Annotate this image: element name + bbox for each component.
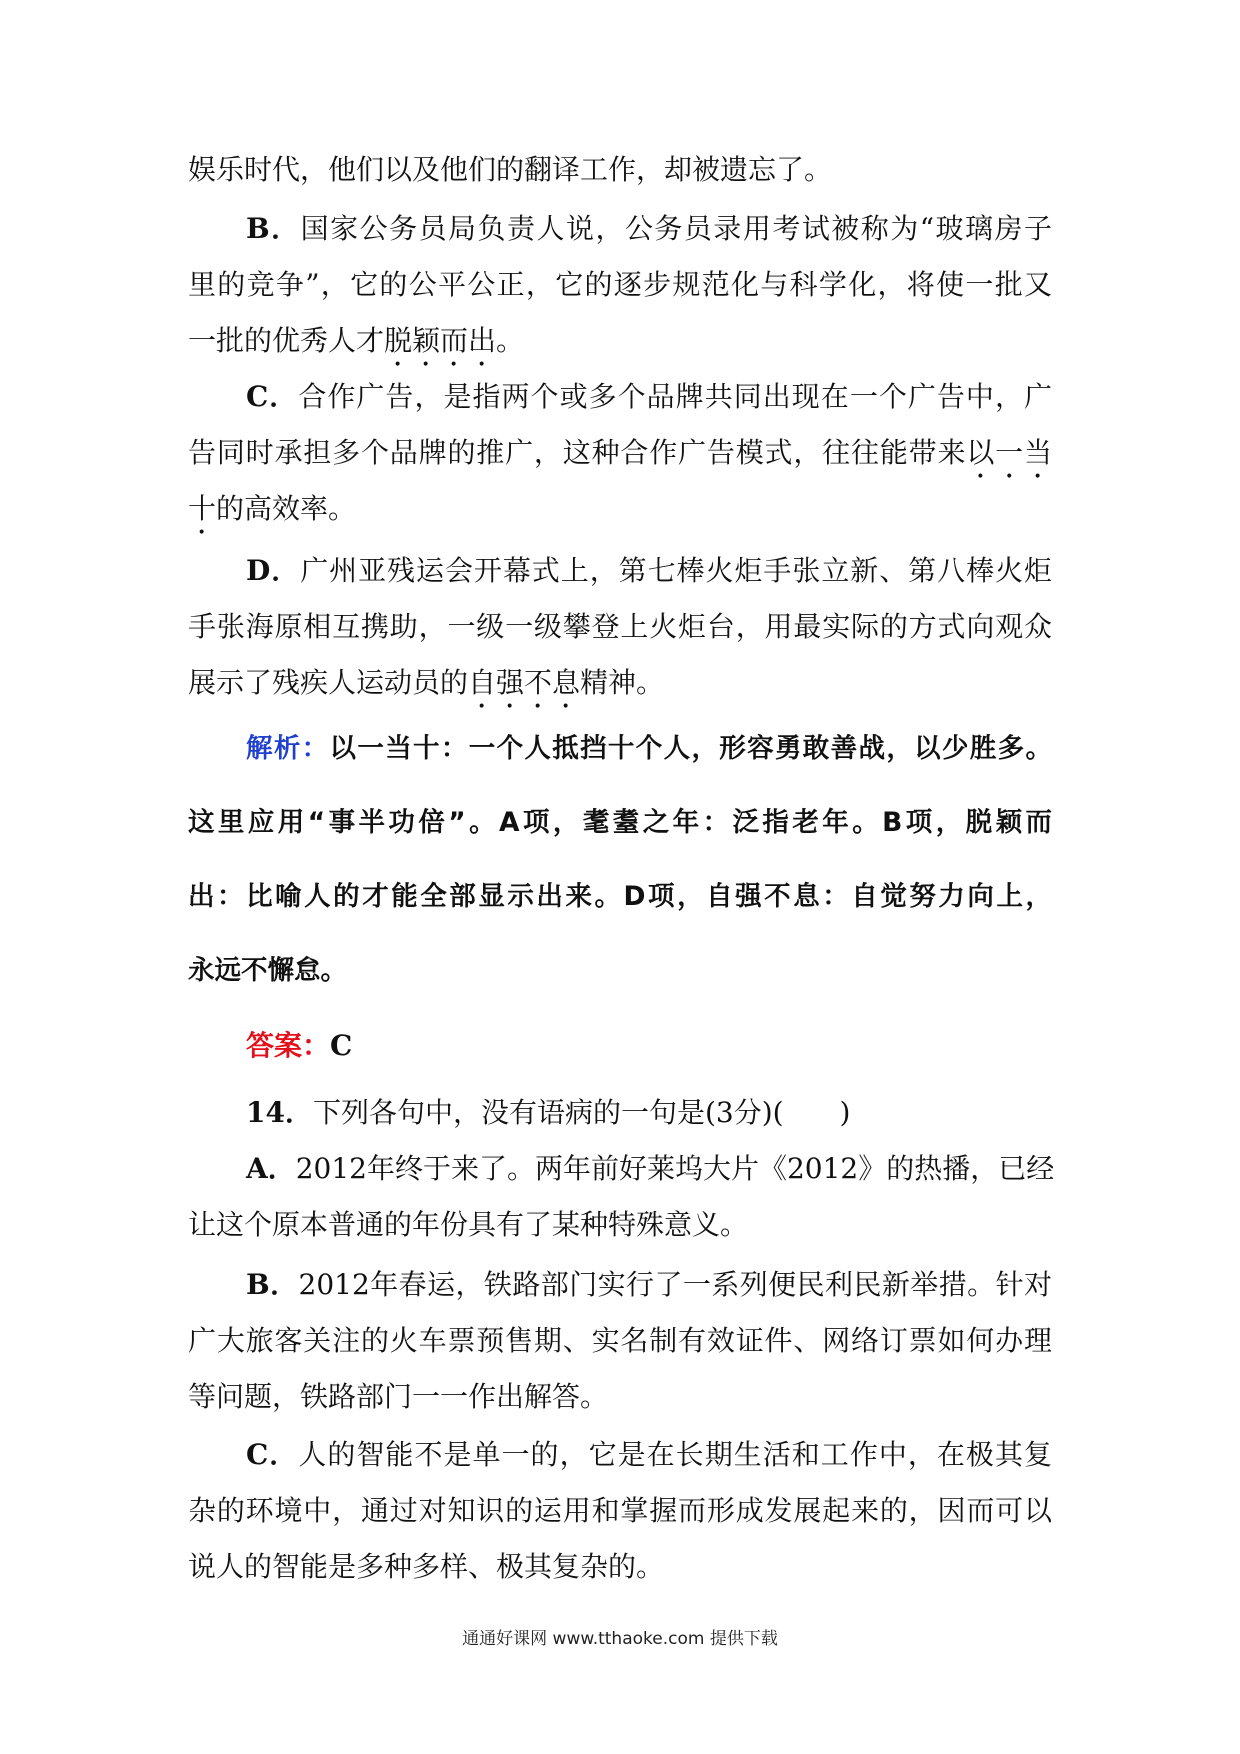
option-text: 的高效率。 [216, 492, 357, 525]
option-text: 一批的优秀人才 [188, 324, 385, 357]
option-text: 2012年春运，铁路部门实行了一系列便民利民新举措。针对 [298, 1268, 1053, 1301]
q14-option-c [188, 1427, 1052, 1595]
option-label: B． [246, 212, 301, 245]
emphasized-phrase: 以一当 [966, 436, 1052, 469]
analysis-text: 以一当十：一个人抵挡十个人，形容勇敢善战，以少胜多。 [329, 733, 1053, 764]
text-line: 广大旅客关注的火车票预售期、实名制有效证件、网络订票如何办理 [188, 1324, 1052, 1357]
text-line: 说人的智能是多种多样、极其复杂的。 [188, 1550, 665, 1583]
text-line [188, 425, 1052, 481]
text-line [188, 369, 1052, 425]
question-number: 14． [246, 1096, 313, 1129]
text-line [188, 1085, 1052, 1141]
option-label: D． [246, 554, 301, 587]
option-label: B． [246, 1268, 299, 1301]
text-line: 等问题，铁路部门一一作出解答。 [188, 1380, 609, 1413]
option-text: 精神。 [580, 666, 665, 699]
text-line: 娱乐时代，他们以及他们的翻译工作，却被遗忘了。 [188, 153, 833, 186]
option-text: 告同时承担多个品牌的推广，这种合作广告模式，往往能带来 [188, 436, 967, 469]
answer-label: 答案： [246, 1029, 331, 1062]
option-text: 展示了残疾人运动员的 [188, 666, 469, 699]
text-line [188, 1141, 1055, 1197]
q13-option-d [188, 543, 1052, 711]
text-line: 里的竞争”，它的公平公正，它的逐步规范化与科学化，将使一批又 [188, 268, 1052, 301]
text-line [188, 313, 1052, 369]
text-line [188, 1018, 1052, 1074]
q13-analysis [188, 712, 1052, 1008]
answer-value: C [330, 1029, 353, 1062]
text-line [188, 481, 1052, 537]
analysis-label: 解析： [246, 733, 330, 764]
emphasized-phrase: 脱颖而出 [384, 324, 497, 357]
q13-option-b [188, 201, 1052, 369]
question-text: 下列各句中，没有语病的一句是(3分)( ) [312, 1096, 851, 1129]
q13-option-c [188, 369, 1052, 537]
text-line: 手张海原相互携助，一级一级攀登上火炬台，用最实际的方式向观众 [188, 610, 1052, 643]
q14-stem [188, 1085, 1052, 1141]
text-line: 永远不懈怠。 [188, 955, 347, 986]
option-text: 。 [496, 324, 525, 357]
text-line: 出：比喻人的才能全部显示出来。D项，自强不息：自觉努力向上， [188, 881, 1052, 912]
option-text: 广州亚残运会开幕式上，第七棒火炬手张立新、第八棒火炬 [300, 554, 1052, 587]
option-text: 国家公务员局负责人说，公务员录用考试被称为“玻璃房子 [300, 212, 1052, 245]
option-label: C． [246, 380, 299, 413]
q13-answer [188, 1018, 1052, 1074]
text-line [188, 201, 1052, 257]
text-line [188, 655, 1052, 711]
option-text: 2012年终于来了。两年前好莱坞大片《2012》的热播，已经 [295, 1152, 1055, 1185]
option-text: 合作广告，是指两个或多个品牌共同出现在一个广告中，广 [298, 380, 1052, 413]
text-line: 让这个原本普通的年份具有了某种特殊意义。 [188, 1208, 749, 1241]
option-label: A． [246, 1152, 296, 1185]
emphasized-phrase: 十 [188, 492, 217, 525]
page-footer: 通通好课网 www.tthaoke.com 提供下载 [462, 1629, 778, 1649]
option-label: C． [246, 1438, 299, 1471]
text-line [188, 1427, 1052, 1483]
text-line [188, 543, 1052, 599]
text-line [188, 1257, 1052, 1313]
q14-option-a [188, 1141, 1055, 1253]
option-text: 人的智能不是单一的，它是在长期生活和工作中，在极其复 [298, 1438, 1052, 1471]
text-line: 杂的环境中，通过对知识的运用和掌握而形成发展起来的，因而可以 [188, 1494, 1052, 1527]
q14-option-b [188, 1257, 1052, 1425]
text-line [188, 712, 1052, 786]
emphasized-phrase: 自强不息 [468, 666, 581, 699]
q13-option-a-continuation [188, 142, 1052, 198]
text-line: 这里应用“事半功倍”。A项，耄耋之年：泛指老年。B项，脱颖而 [188, 807, 1052, 838]
